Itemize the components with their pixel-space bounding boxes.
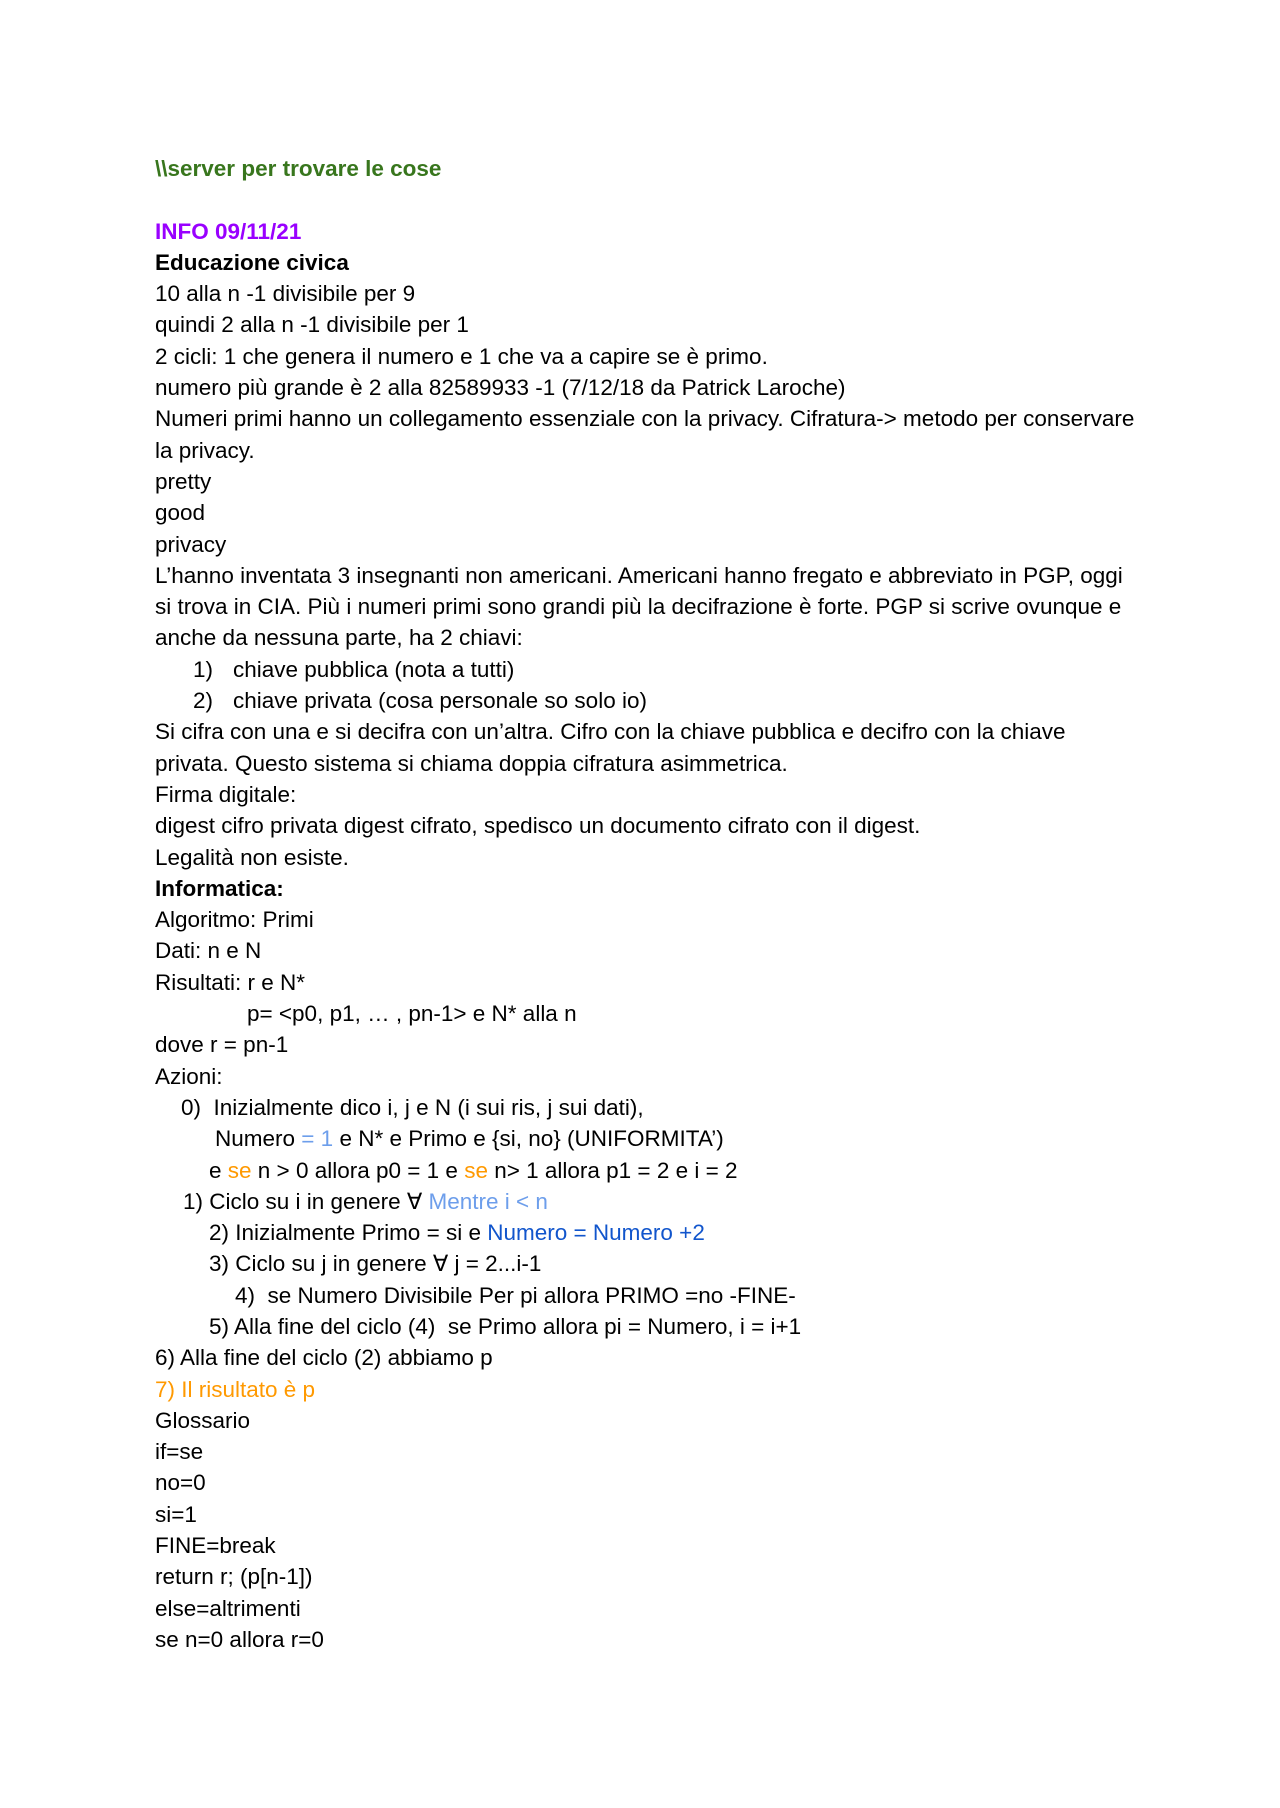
text-segment: 2) Inizialmente Primo = si e	[209, 1220, 488, 1246]
algo-line: Risultati: r e N*	[155, 969, 306, 995]
list-number: 1)	[193, 656, 214, 682]
civica-paragraph: Numeri primi hanno un collegamento essenziale con la privacy. Cifratura-> metodo per conservare la privacy.	[155, 406, 1141, 463]
keyword-se: se	[227, 1157, 252, 1183]
text-segment: n > 0 allora p0 = 1 e	[251, 1157, 465, 1183]
civica-line: 10 alla n -1 divisibile per 9	[155, 281, 416, 307]
list-item-private-key	[155, 685, 1145, 716]
civica-paragraph: Si cifra con una e si decifra con un’altra. Cifro con la chiave pubblica e decifro con la chiave privata. Questo sistema si chiama doppia cifratura asimmetrica.	[155, 719, 1072, 776]
civica-paragraph: L’hanno inventata 3 insegnanti non americani. Americani hanno fregato e abbreviato in PGP, oggi si trova in CIA. Più i numeri primi sono grandi più la decifrazione è forte. PGP si scrive ovunque e anche da nessuna parte, ha 2 chiavi:	[155, 562, 1130, 651]
step-0: 0) Inizialmente dico i, j e N (i sui ris, j sui dati),	[181, 1094, 644, 1120]
list-item-public-key	[155, 654, 1145, 685]
glossario-line: if=se	[155, 1439, 204, 1465]
text-segment: 1) Ciclo su i in genere ∀	[183, 1188, 429, 1214]
text-segment: n> 1 allora p1 = 2 e i = 2	[487, 1157, 738, 1183]
civica-line: pretty	[155, 468, 212, 494]
text-segment-light-blue: Mentre i < n	[428, 1188, 548, 1214]
glossario-line: return r; (p[n-1])	[155, 1564, 313, 1590]
heading-educazione-civica: Educazione civica	[155, 249, 349, 275]
text-segment-light-blue: = 1	[301, 1126, 334, 1152]
azioni-label: Azioni:	[155, 1063, 223, 1089]
step-7: 7) Il risultato è p	[155, 1376, 316, 1402]
step-0-numero	[155, 1123, 1145, 1154]
glossario-line: FINE=break	[155, 1533, 276, 1559]
civica-line: digest cifro privata digest cifrato, spedisco un documento cifrato con il digest.	[155, 813, 921, 839]
glossario-line: si=1	[155, 1501, 197, 1527]
algo-line: Dati: n e N	[155, 938, 262, 964]
algo-line: Algoritmo: Primi	[155, 907, 314, 933]
text-segment: e N* e Primo e {si, no} (UNIFORMITA’)	[333, 1126, 724, 1152]
step-6: 6) Alla fine del ciclo (2) abbiamo p	[155, 1345, 493, 1371]
dove-line: dove r = pn-1	[155, 1032, 289, 1058]
blank-line	[155, 184, 1145, 215]
civica-line: quindi 2 alla n -1 divisibile per 1	[155, 312, 469, 338]
list-item-text: chiave privata (cosa personale so solo io)	[233, 688, 647, 714]
text-segment: e	[209, 1157, 228, 1183]
civica-line: good	[155, 500, 206, 526]
civica-line: Firma digitale:	[155, 781, 297, 807]
civica-line: numero più grande è 2 alla 82589933 -1 (7/12/18 da Patrick Laroche)	[155, 375, 846, 401]
text-segment-dark-blue: Numero = Numero +2	[487, 1220, 705, 1246]
civica-line: 2 cicli: 1 che genera il numero e 1 che va a capire se è primo.	[155, 343, 768, 369]
glossario-line: se n=0 allora r=0	[155, 1626, 324, 1652]
civica-line: Legalità non esiste.	[155, 844, 349, 870]
text-segment: Numero	[215, 1126, 302, 1152]
heading-info-date: INFO 09/11/21	[155, 218, 302, 244]
step-3: 3) Ciclo su j in genere ∀ j = 2...i-1	[209, 1251, 542, 1277]
glossario-line: else=altrimenti	[155, 1595, 301, 1621]
glossario-heading: Glossario	[155, 1407, 251, 1433]
glossario-line: no=0	[155, 1470, 206, 1496]
keyword-se: se	[464, 1157, 488, 1183]
step-4: 4) se Numero Divisibile Per pi allora PRIMO =no -FINE-	[235, 1282, 796, 1308]
step-0-se	[155, 1155, 1145, 1186]
p-definition-line: p= <p0, p1, … , pn-1> e N* alla n	[247, 1001, 577, 1027]
step-5: 5) Alla fine del ciclo (4) se Primo allora pi = Numero, i = i+1	[209, 1313, 802, 1339]
civica-line: privacy	[155, 531, 227, 557]
step-1	[155, 1186, 1145, 1217]
list-number: 2)	[193, 688, 214, 714]
step-2	[155, 1217, 1145, 1248]
server-path-link[interactable]: \\server per trovare le cose	[155, 156, 442, 181]
list-item-text: chiave pubblica (nota a tutti)	[233, 656, 515, 682]
document-body	[155, 153, 1145, 1655]
heading-informatica: Informatica:	[155, 875, 284, 901]
